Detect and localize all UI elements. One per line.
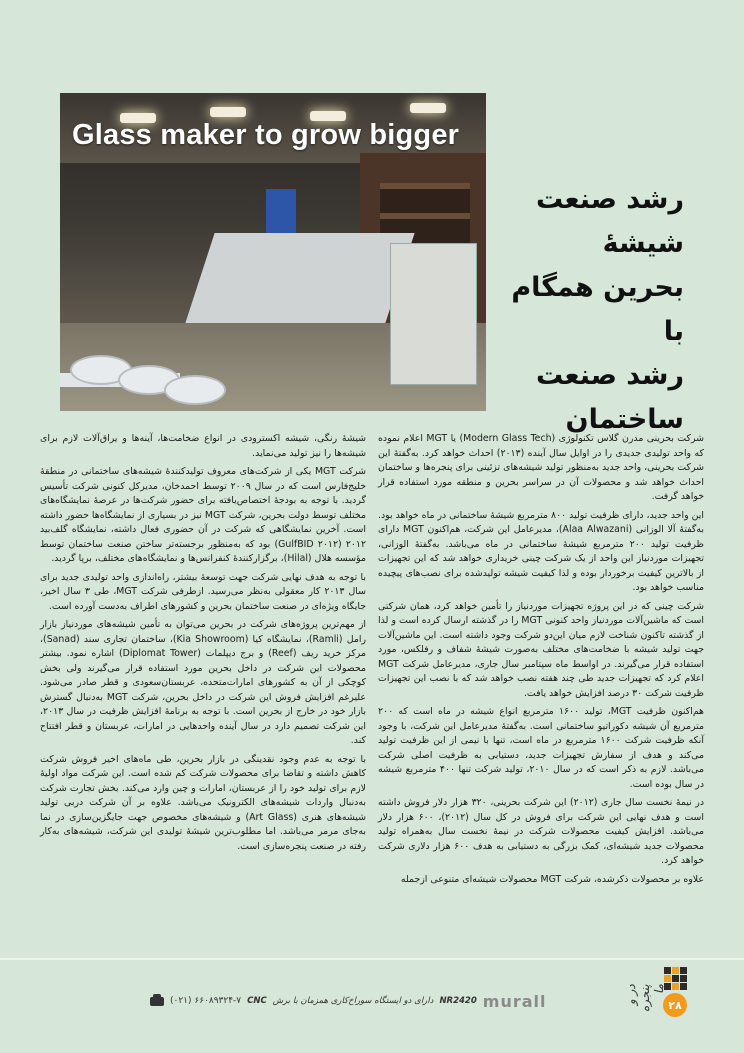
factory-photo [60, 93, 486, 411]
paragraph: با توجه به عدم وجود نقدینگی در بازار بحرین، طی ماه‌های اخیر فروش شرکت کاهش داشته و تقاضا برای محصولات شرکت کم شده است. این شرکت مواد اولیهٔ لازم برای تولید خود را از عربستان، امارات و چین وارد می‌کند. بخش تجارت شرکت به‌دنبال واردات شیشه‌های الکترونیک می‌باشد. علاوه بر آن شرکت دربی تولید شیشه‌های هنری (Art Glass) و شیشه‌های مخصوص جهت جایگزین‌سازی در نما به‌جای مرمر می‌باشد. اما مطلوب‌ترین شیشهٔ تولیدی این شرکت، شیشه‌های به‌کار رفته در صنعت پنجره‌سازی است. [40, 753, 366, 852]
title-line: بحرین همگام با [511, 272, 684, 347]
photo-caption: Glass maker to grow bigger [72, 119, 460, 151]
ad-description: دارای دو ایستگاه سوراخ‌کاری همزمان با برش [272, 996, 434, 1006]
phone-icon [150, 997, 164, 1006]
paragraph: شرکت چینی که در این پروژه تجهیزات موردنیاز را تأمین خواهد کرد، همان شرکتی است که ماشین‌آلات موردنیاز واحد کنونی MGT را در گذشته ارسال کرده است و لذا از گذشته تاکنون شناخت لازم میان این‌دو شرکت وجود داشته است. این ماشین‌آلات جهت تولید شیشه با ضخامت‌های مختلف به‌صورت شیشهٔ شفاف و رفلکس، مورد استفاده قرار می‌گیرند. در اواسط ماه سپتامبر سال جاری، مدیرعامل شرکت MGT اعلام کرد که تجهیزات جدید طی چند هفته نصب خواهد شد که با نصب این تجهیزات ظرفیت شرکت ۳۰ درصد افزایش خواهد یافت. [378, 600, 704, 699]
paragraph: با توجه به هدف نهایی شرکت جهت توسعهٔ بیشتر، راه‌اندازی واحد تولیدی جدید برای سال ۲۰۱۳ کار معقولی به‌نظر می‌رسید. ازطرفی شرکت MGT، طی ۳ سال اخیر، جایگاه ویژه‌ای در صنعت ساختمان بحرین و کشورهای اطراف به‌دست آورده است. [40, 571, 366, 612]
paragraph: شرکت MGT یکی از شرکت‌های معروف تولیدکنندهٔ شیشه‌های ساختمانی در منطقهٔ خلیج‌فارس است که در سال ۲۰۰۹ توسط احمدخان، مدیرکل کنونی شرکت تأسیس گردید. با توجه به بودجهٔ اختصاص‌یافته برای حضور شرکت‌ها در عرصهٔ نمایشگاه‌های مختلف توسط دولت بحرین، شرکت MGT نیز در بسیاری از نمایشگاه‌ها حضور داشته است. آخرین نمایشگاهی که شرکت در آن حضوری فعال داشته، نمایشگاه گلف‌بید ۲۰۱۲ (GulfBID ۲۰۱۲) بود که به‌منظور برجسته‌تر ساختن صنعت ساختمان توسط مؤسسه هلال (Hilal)، برگزارکنندهٔ کنفرانس‌ها و نمایشگاه‌های مختلف، برپا گردید. [40, 466, 367, 564]
article-column-right [378, 432, 704, 891]
article-title [500, 178, 684, 442]
title-line: رشد صنعت شیشهٔ [535, 184, 684, 259]
control-cabinet [390, 243, 477, 385]
magazine-logo-icon [664, 967, 686, 989]
ad-model: NR2420 [439, 996, 477, 1006]
ceiling-lamp [410, 103, 446, 113]
machine-disc [164, 375, 226, 405]
page-badge [660, 967, 690, 1029]
paragraph: هم‌اکنون ظرفیت MGT، تولید ۱۶۰۰ مترمربع انواع شیشه در ماه است که ۲۰۰ مترمربع آن شیشه دکوراتیو ساختمانی است. به‌گفتهٔ مدیرعامل این شرکت، با وجود آنکه ظرفیت شرکت ۱۶۰۰ مترمربع در ماه است، تنها با نیمی از این ظرفیت تولید می‌کند و هدف از سفارش تجهیزات جدید، دستیابی به ظرفیت اصلی شرکت می‌باشد. لازم به ذکر است که در سال ۲۰۱۰، تولید شرکت تنها ۴۰۰ مترمربع شیشه در سال بوده است. [378, 706, 704, 790]
ad-logo: murall [482, 991, 547, 1011]
paragraph: این واحد جدید، دارای ظرفیت تولید ۸۰۰ مترمربع شیشهٔ ساختمانی در ماه خواهد بود. به‌گفتهٔ آلا الوزانی (Alaa Alwazani)، مدیرعامل این شرکت، هم‌اکنون MGT دارای ظرفیت تولید ۲۰۰ مترمربع شیشهٔ ساختمانی در ماه می‌باشد. به‌گفتهٔ الوزانی، تجهیزات موردنیاز این واحد از یک شرکت چینی خریداری خواهد شد که این تجهیزات از بالاترین کیفیت برخوردار بوده و لذا کیفیت شیشه تولیدشده برای نصب‌های پیچیده مناسب خواهد بود. [378, 509, 705, 593]
footer-divider [0, 958, 744, 960]
article-column-left [40, 432, 366, 858]
ad-cnc: CNC [247, 996, 267, 1006]
ad-phone: (۰۲۱) ۶۶۰۸۹۳۲۴-۷ [170, 996, 242, 1006]
title-line: رشد صنعت [535, 360, 684, 391]
footer-ad [150, 992, 594, 1010]
ceiling-lamp [210, 107, 246, 117]
page-number: ۲۸ [663, 993, 687, 1017]
paragraph: علاوه بر محصولات ذکرشده، شرکت MGT محصولات شیشه‌ای متنوعی ازجمله [400, 873, 704, 885]
paragraph: در نیمهٔ نخست سال جاری (۲۰۱۲) این شرکت بحرینی، ۳۲۰ هزار دلار فروش داشته است و هدف نهایی این شرکت برای فروش در کل سال (۲۰۱۲)، ۶۰۰ هزار دلار می‌باشد. افزایش کیفیت محصولات شرکت در نیمهٔ نخست سال به‌همراه تولید محصولات جدید شیشه‌ای، کمک بزرگی به دستیابی به هدف ۶۰۰ هزار دلاری شرکت خواهد کرد. [378, 797, 704, 866]
paragraph: شیشهٔ رنگی، شیشه اکسترودی در انواع ضخامت‌ها، آینه‌ها و یراق‌آلات لازم برای شیشه‌ها را نیز تولید می‌نماید. [40, 433, 366, 459]
paragraph: از مهم‌ترین پروژه‌های شرکت در بحرین می‌توان به تأمین شیشه‌های موردنیاز بازار رامل (Ramli)، نمایشگاه کیا (Kia Showroom)، ساختمان تجاری سند (Sanad)، مرکز خرید ریف (Reef) و برج دیپلمات (Diplomat Tower) اشاره نمود. بیشتر محصولات این شرکت در داخل بحرین مورد استفاده قرار می‌گیرند ولی بخش کوچکی از آن به کشورهای امارات‌متحده، عربستان‌سعودی و قطر صادر می‌شود. علیرغم افزایش فروش این شرکت در داخل بحرین، شرکت MGT به‌دنبال گسترش بازار خود در خارج از بحرین است. با توجه به برنامهٔ افزایش ظرفیت در سال ۲۰۱۳، این شرکت تصمیم دارد در سال آینده واحدهایی در امارات، عربستان و قطر افتتاح کند. [40, 619, 366, 746]
glass-machine [185, 233, 414, 323]
magazine-name: در و پنجره ما [624, 984, 666, 1012]
title-line: ساختمان [565, 404, 684, 435]
paragraph: شرکت بحرینی مدرن گلاس تکنولوژی (Modern Glass Tech) یا MGT اعلام نموده که واحد تولیدی جدیدی را در اوایل سال آینده (۲۰۱۳) احداث خواهد کرد. به‌گفتهٔ این شرکت بحرینی، واحد جدید به‌منظور تولید شیشه‌های تزئینی برای پنجره‌ها و ساختمان احداث خواهد شد و محصولات آن در سراسر بحرین و منطقه مورد استفاده قرار خواهد گرفت. [378, 433, 704, 502]
